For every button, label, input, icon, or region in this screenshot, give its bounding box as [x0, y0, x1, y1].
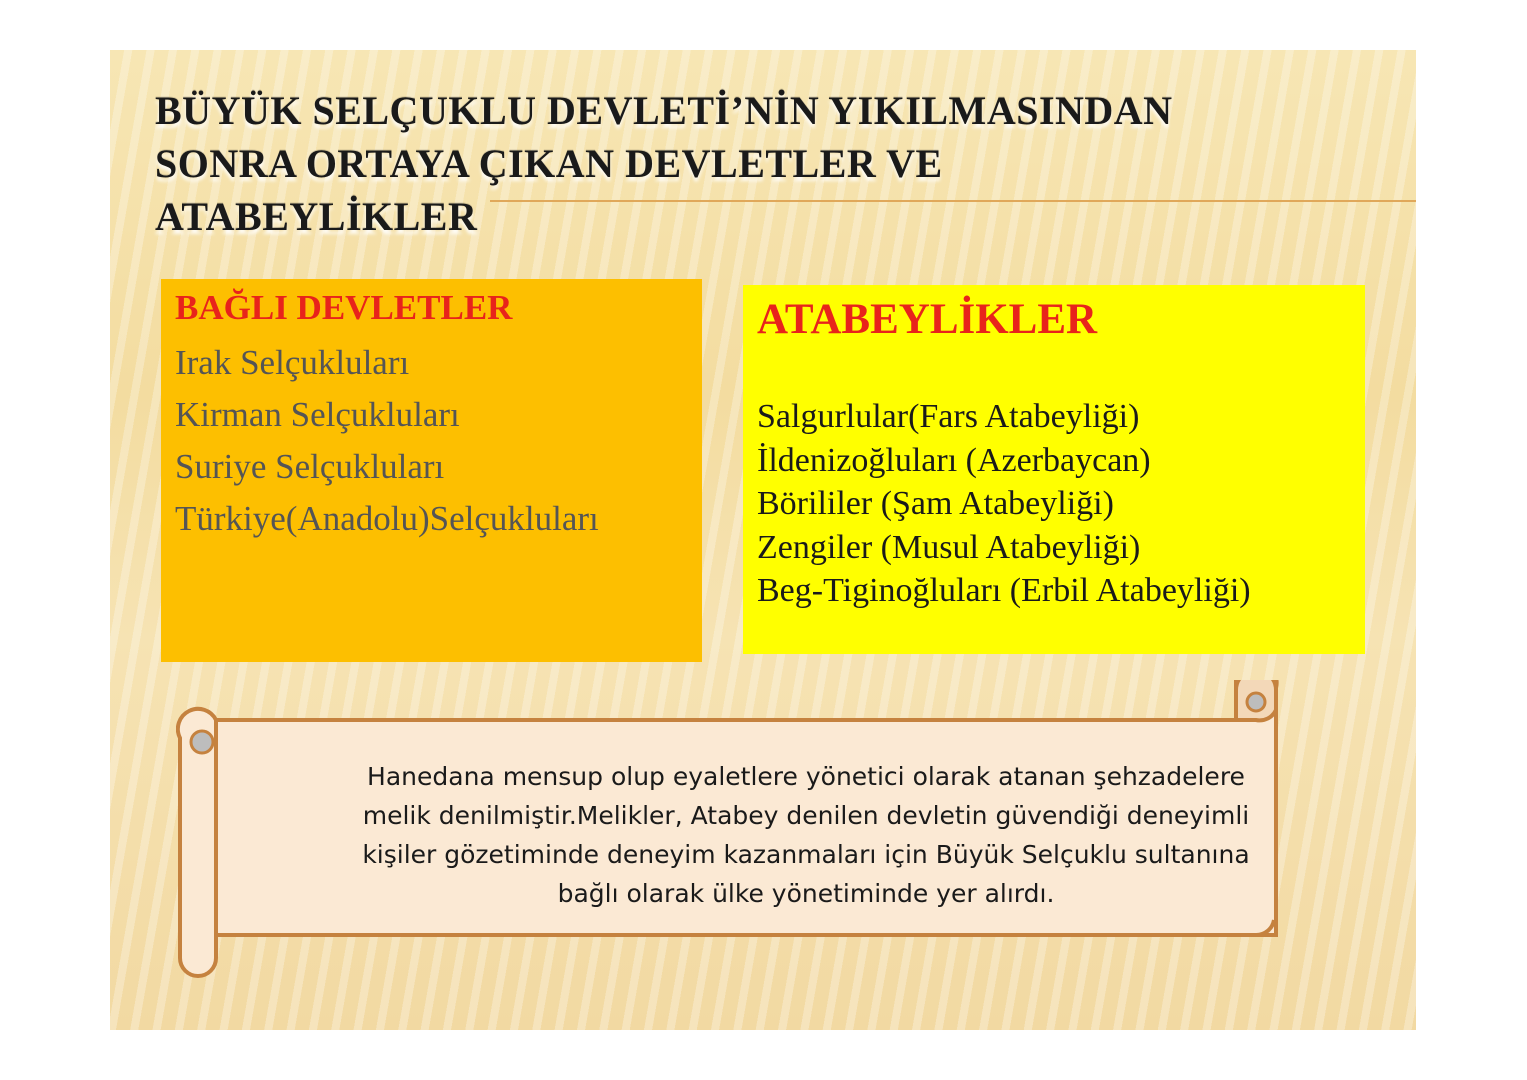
list-item: Türkiye(Anadolu)Selçukluları [175, 499, 599, 538]
atabeylikler-box [743, 285, 1365, 654]
list-item: Börililer (Şam Atabeyliği) [757, 485, 1114, 522]
title-line-2: SONRA ORTAYA ÇIKAN DEVLETLER VE [155, 141, 943, 186]
scroll-line: Hanedana mensup olup eyaletlere yönetici olarak atanan şehzadelere [367, 762, 1245, 791]
list-item: Salgurlular(Fars Atabeyliği) [757, 398, 1140, 435]
bagli-devletler-box [161, 279, 702, 662]
slide-title [155, 84, 1275, 243]
title-line-3: ATABEYLİKLER [155, 194, 478, 239]
list-item: Zengiler (Musul Atabeyliği) [757, 528, 1141, 566]
list-item: İldenizoğluları (Azerbaycan) [757, 441, 1151, 479]
scroll-note-text [306, 757, 1306, 913]
scroll-line: bağlı olarak ülke yönetiminde yer alırdı. [557, 879, 1055, 908]
bagli-devletler-heading: BAĞLI DEVLETLER [175, 288, 513, 327]
list-item: Kirman Selçukluları [175, 395, 460, 434]
title-line-1: BÜYÜK SELÇUKLU DEVLETİ’NİN YIKILMASINDAN [155, 88, 1173, 133]
scroll-note [176, 680, 1282, 985]
list-item: Irak Selçukluları [175, 343, 410, 382]
atabeylikler-heading: ATABEYLİKLER [757, 296, 1098, 343]
scroll-line: kişiler gözetiminde deneyim kazanmaları için Büyük Selçuklu sultanına [362, 840, 1250, 869]
scroll-curl-right-dot [1247, 693, 1265, 711]
list-item: Beg-Tiginoğluları (Erbil Atabeyliği) [757, 572, 1251, 609]
scroll-line: melik denilmiştir.Melikler, Atabey denilen devletin güvendiği deneyimli [362, 801, 1250, 830]
list-item: Suriye Selçukluları [175, 447, 445, 486]
slide [110, 50, 1416, 1030]
scroll-roll-left-dot [191, 731, 213, 753]
